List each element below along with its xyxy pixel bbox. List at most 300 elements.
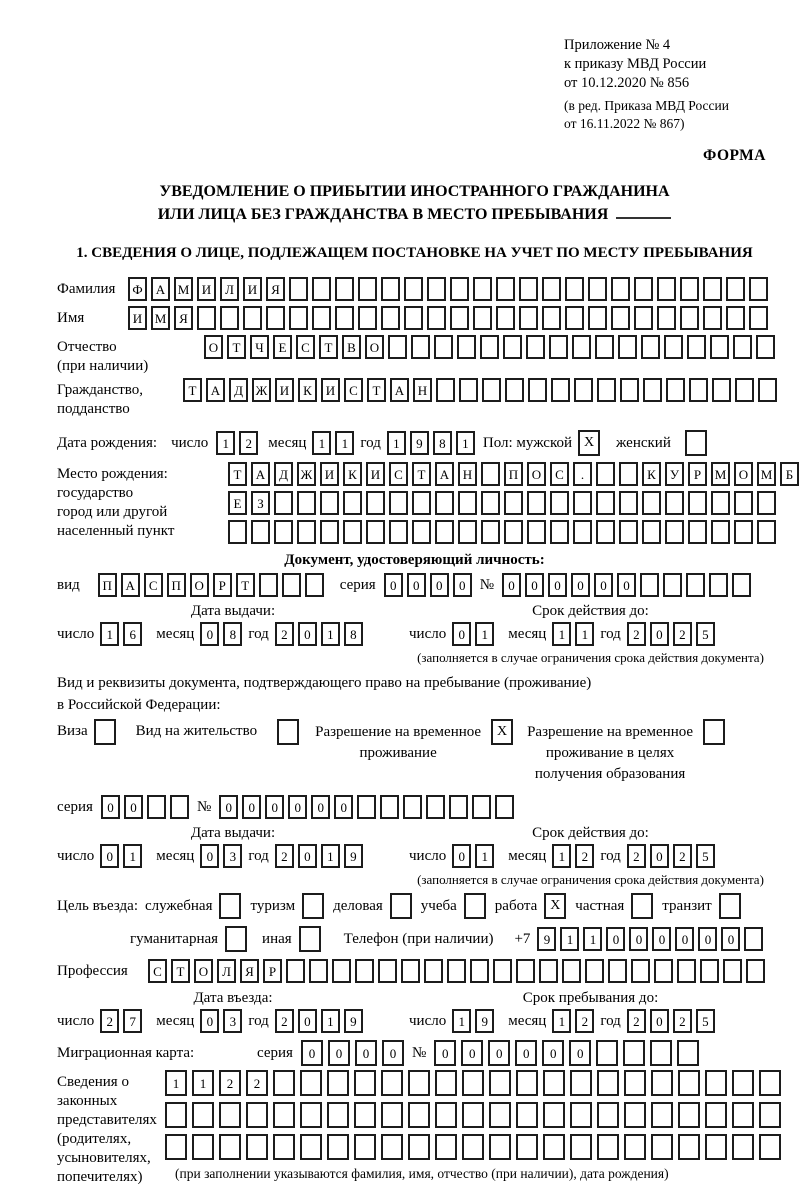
char-cell[interactable] (687, 335, 706, 359)
char-cell[interactable]: И (275, 378, 294, 402)
char-cell[interactable] (565, 306, 584, 330)
char-cell[interactable]: Т (412, 462, 431, 486)
char-cell[interactable] (388, 335, 407, 359)
visa-checkbox[interactable] (94, 719, 116, 745)
char-cell[interactable] (562, 959, 581, 983)
char-cell[interactable]: 0 (652, 927, 671, 951)
char-cell[interactable] (447, 959, 466, 983)
char-cell[interactable] (462, 1070, 484, 1096)
char-cell[interactable] (634, 306, 653, 330)
char-cell[interactable] (493, 959, 512, 983)
char-cell[interactable]: Б (780, 462, 799, 486)
char-cell[interactable]: 1 (583, 927, 602, 951)
char-cell[interactable] (641, 335, 660, 359)
char-cell[interactable]: 0 (617, 573, 636, 597)
char-cell[interactable] (519, 277, 538, 301)
char-cell[interactable] (527, 520, 546, 544)
char-cell[interactable]: 0 (629, 927, 648, 951)
char-cell[interactable] (357, 795, 376, 819)
char-cell[interactable]: 2 (673, 844, 692, 868)
char-cell[interactable] (573, 520, 592, 544)
char-cell[interactable] (332, 959, 351, 983)
char-cell[interactable] (526, 335, 545, 359)
char-cell[interactable] (585, 959, 604, 983)
char-cell[interactable] (611, 306, 630, 330)
char-cell[interactable] (528, 378, 547, 402)
char-cell[interactable] (378, 959, 397, 983)
char-cell[interactable]: 0 (124, 795, 143, 819)
gender-female-checkbox[interactable] (685, 430, 707, 456)
char-cell[interactable]: И (197, 277, 216, 301)
char-cell[interactable] (623, 1040, 645, 1066)
char-cell[interactable] (542, 277, 561, 301)
char-cell[interactable]: 2 (275, 1009, 294, 1033)
char-cell[interactable] (343, 491, 362, 515)
char-cell[interactable]: 0 (382, 1040, 404, 1066)
char-cell[interactable] (686, 573, 705, 597)
char-cell[interactable]: 1 (335, 431, 354, 455)
char-cell[interactable] (505, 378, 524, 402)
char-cell[interactable] (327, 1102, 349, 1128)
char-cell[interactable] (709, 573, 728, 597)
char-cell[interactable]: А (121, 573, 140, 597)
char-cell[interactable]: 1 (475, 844, 494, 868)
char-cell[interactable]: О (190, 573, 209, 597)
char-cell[interactable] (572, 335, 591, 359)
char-cell[interactable]: П (98, 573, 117, 597)
char-cell[interactable] (657, 306, 676, 330)
char-cell[interactable] (678, 1102, 700, 1128)
char-cell[interactable] (640, 573, 659, 597)
char-cell[interactable] (503, 335, 522, 359)
char-cell[interactable] (165, 1134, 187, 1160)
char-cell[interactable] (435, 1134, 457, 1160)
char-cell[interactable] (542, 306, 561, 330)
char-cell[interactable]: 0 (594, 573, 613, 597)
char-cell[interactable] (619, 520, 638, 544)
char-cell[interactable] (458, 520, 477, 544)
char-cell[interactable] (401, 959, 420, 983)
char-cell[interactable] (665, 520, 684, 544)
char-cell[interactable]: 2 (627, 1009, 646, 1033)
char-cell[interactable] (219, 1134, 241, 1160)
char-cell[interactable] (335, 306, 354, 330)
purpose-tourism-checkbox[interactable] (302, 893, 324, 919)
char-cell[interactable] (543, 1134, 565, 1160)
char-cell[interactable] (266, 306, 285, 330)
char-cell[interactable] (650, 1040, 672, 1066)
char-cell[interactable]: Я (174, 306, 193, 330)
char-cell[interactable] (749, 306, 768, 330)
char-cell[interactable] (735, 378, 754, 402)
char-cell[interactable]: 8 (223, 622, 242, 646)
char-cell[interactable] (408, 1102, 430, 1128)
char-cell[interactable] (757, 491, 776, 515)
char-cell[interactable]: П (504, 462, 523, 486)
char-cell[interactable] (427, 306, 446, 330)
char-cell[interactable] (300, 1102, 322, 1128)
char-cell[interactable] (543, 1070, 565, 1096)
char-cell[interactable] (732, 1070, 754, 1096)
char-cell[interactable] (723, 959, 742, 983)
char-cell[interactable] (643, 378, 662, 402)
purpose-official-checkbox[interactable] (219, 893, 241, 919)
char-cell[interactable]: Р (213, 573, 232, 597)
char-cell[interactable] (457, 335, 476, 359)
char-cell[interactable]: 9 (344, 1009, 363, 1033)
char-cell[interactable] (711, 491, 730, 515)
char-cell[interactable] (678, 1134, 700, 1160)
char-cell[interactable]: Т (171, 959, 190, 983)
char-cell[interactable] (597, 1102, 619, 1128)
char-cell[interactable] (251, 520, 270, 544)
char-cell[interactable]: 0 (525, 573, 544, 597)
char-cell[interactable]: 0 (265, 795, 284, 819)
char-cell[interactable]: 0 (298, 1009, 317, 1033)
char-cell[interactable] (642, 491, 661, 515)
char-cell[interactable]: С (296, 335, 315, 359)
char-cell[interactable] (712, 378, 731, 402)
char-cell[interactable] (300, 1134, 322, 1160)
char-cell[interactable] (624, 1070, 646, 1096)
char-cell[interactable] (273, 1134, 295, 1160)
char-cell[interactable] (597, 1070, 619, 1096)
char-cell[interactable]: С (389, 462, 408, 486)
char-cell[interactable]: 2 (275, 844, 294, 868)
char-cell[interactable]: Т (319, 335, 338, 359)
char-cell[interactable]: С (550, 462, 569, 486)
char-cell[interactable]: 0 (328, 1040, 350, 1066)
char-cell[interactable]: И (320, 462, 339, 486)
char-cell[interactable] (355, 959, 374, 983)
char-cell[interactable]: 0 (461, 1040, 483, 1066)
char-cell[interactable] (634, 277, 653, 301)
char-cell[interactable] (519, 306, 538, 330)
char-cell[interactable]: 1 (321, 1009, 340, 1033)
char-cell[interactable]: 1 (192, 1070, 214, 1096)
char-cell[interactable] (273, 1102, 295, 1128)
char-cell[interactable] (744, 927, 763, 951)
char-cell[interactable] (680, 306, 699, 330)
char-cell[interactable] (734, 491, 753, 515)
char-cell[interactable] (680, 277, 699, 301)
char-cell[interactable]: Ф (128, 277, 147, 301)
char-cell[interactable] (619, 491, 638, 515)
char-cell[interactable]: 0 (407, 573, 426, 597)
char-cell[interactable] (312, 277, 331, 301)
char-cell[interactable] (450, 306, 469, 330)
char-cell[interactable] (381, 1134, 403, 1160)
char-cell[interactable]: И (243, 277, 262, 301)
char-cell[interactable] (259, 573, 278, 597)
char-cell[interactable] (450, 277, 469, 301)
char-cell[interactable] (596, 520, 615, 544)
char-cell[interactable]: 3 (223, 844, 242, 868)
char-cell[interactable] (651, 1134, 673, 1160)
char-cell[interactable] (642, 520, 661, 544)
char-cell[interactable] (305, 573, 324, 597)
char-cell[interactable]: 0 (242, 795, 261, 819)
char-cell[interactable] (651, 1102, 673, 1128)
char-cell[interactable] (427, 277, 446, 301)
char-cell[interactable] (481, 462, 500, 486)
char-cell[interactable]: 0 (650, 1009, 669, 1033)
char-cell[interactable] (665, 491, 684, 515)
char-cell[interactable] (411, 335, 430, 359)
char-cell[interactable]: 0 (384, 573, 403, 597)
purpose-study-checkbox[interactable] (464, 893, 486, 919)
char-cell[interactable] (297, 520, 316, 544)
char-cell[interactable] (654, 959, 673, 983)
char-cell[interactable]: 5 (696, 844, 715, 868)
char-cell[interactable] (219, 1102, 241, 1128)
char-cell[interactable]: 1 (552, 844, 571, 868)
char-cell[interactable] (689, 378, 708, 402)
char-cell[interactable] (424, 959, 443, 983)
char-cell[interactable]: 3 (223, 1009, 242, 1033)
char-cell[interactable] (335, 277, 354, 301)
char-cell[interactable] (320, 520, 339, 544)
char-cell[interactable] (705, 1102, 727, 1128)
char-cell[interactable]: 2 (627, 622, 646, 646)
char-cell[interactable] (596, 1040, 618, 1066)
char-cell[interactable]: 0 (298, 844, 317, 868)
char-cell[interactable] (608, 959, 627, 983)
char-cell[interactable] (624, 1134, 646, 1160)
char-cell[interactable]: 2 (575, 1009, 594, 1033)
char-cell[interactable]: 1 (456, 431, 475, 455)
char-cell[interactable]: З (251, 491, 270, 515)
char-cell[interactable]: С (144, 573, 163, 597)
char-cell[interactable] (726, 306, 745, 330)
char-cell[interactable] (354, 1102, 376, 1128)
char-cell[interactable] (381, 1102, 403, 1128)
purpose-work-checkbox[interactable]: X (544, 893, 566, 919)
char-cell[interactable] (404, 306, 423, 330)
char-cell[interactable]: 9 (475, 1009, 494, 1033)
char-cell[interactable]: 0 (453, 573, 472, 597)
char-cell[interactable]: 5 (696, 622, 715, 646)
char-cell[interactable]: Е (228, 491, 247, 515)
char-cell[interactable] (703, 306, 722, 330)
char-cell[interactable] (496, 306, 515, 330)
char-cell[interactable] (573, 491, 592, 515)
char-cell[interactable] (246, 1102, 268, 1128)
char-cell[interactable]: О (204, 335, 223, 359)
char-cell[interactable]: 8 (433, 431, 452, 455)
char-cell[interactable] (504, 520, 523, 544)
char-cell[interactable]: Р (688, 462, 707, 486)
purpose-transit-checkbox[interactable] (719, 893, 741, 919)
char-cell[interactable] (282, 573, 301, 597)
char-cell[interactable] (703, 277, 722, 301)
char-cell[interactable] (758, 378, 777, 402)
char-cell[interactable]: В (342, 335, 361, 359)
char-cell[interactable] (274, 520, 293, 544)
char-cell[interactable] (435, 520, 454, 544)
char-cell[interactable] (677, 959, 696, 983)
char-cell[interactable] (228, 520, 247, 544)
char-cell[interactable] (426, 795, 445, 819)
char-cell[interactable] (273, 1070, 295, 1096)
char-cell[interactable] (366, 520, 385, 544)
char-cell[interactable]: 2 (275, 622, 294, 646)
char-cell[interactable]: 0 (301, 1040, 323, 1066)
char-cell[interactable] (462, 1134, 484, 1160)
char-cell[interactable]: Л (217, 959, 236, 983)
char-cell[interactable] (759, 1134, 781, 1160)
char-cell[interactable]: М (711, 462, 730, 486)
char-cell[interactable] (481, 491, 500, 515)
char-cell[interactable] (705, 1134, 727, 1160)
char-cell[interactable]: 0 (571, 573, 590, 597)
char-cell[interactable]: Т (227, 335, 246, 359)
char-cell[interactable] (733, 335, 752, 359)
char-cell[interactable] (480, 335, 499, 359)
char-cell[interactable] (597, 378, 616, 402)
char-cell[interactable]: И (366, 462, 385, 486)
char-cell[interactable] (570, 1102, 592, 1128)
char-cell[interactable] (472, 795, 491, 819)
char-cell[interactable] (220, 306, 239, 330)
char-cell[interactable] (759, 1070, 781, 1096)
char-cell[interactable]: Т (236, 573, 255, 597)
char-cell[interactable] (435, 1070, 457, 1096)
char-cell[interactable]: 0 (311, 795, 330, 819)
char-cell[interactable]: 1 (552, 622, 571, 646)
char-cell[interactable] (389, 491, 408, 515)
char-cell[interactable] (354, 1070, 376, 1096)
char-cell[interactable]: 0 (548, 573, 567, 597)
char-cell[interactable] (459, 378, 478, 402)
char-cell[interactable] (343, 520, 362, 544)
char-cell[interactable]: А (206, 378, 225, 402)
char-cell[interactable] (289, 306, 308, 330)
char-cell[interactable] (435, 1102, 457, 1128)
char-cell[interactable] (389, 520, 408, 544)
char-cell[interactable] (631, 959, 650, 983)
char-cell[interactable]: Я (266, 277, 285, 301)
char-cell[interactable] (408, 1070, 430, 1096)
char-cell[interactable]: 0 (298, 622, 317, 646)
char-cell[interactable] (550, 520, 569, 544)
char-cell[interactable]: 0 (101, 795, 120, 819)
char-cell[interactable]: 0 (698, 927, 717, 951)
char-cell[interactable] (408, 1134, 430, 1160)
char-cell[interactable]: Р (263, 959, 282, 983)
char-cell[interactable]: 0 (288, 795, 307, 819)
char-cell[interactable]: П (167, 573, 186, 597)
char-cell[interactable]: К (642, 462, 661, 486)
char-cell[interactable]: Ч (250, 335, 269, 359)
char-cell[interactable] (297, 491, 316, 515)
char-cell[interactable] (756, 335, 775, 359)
char-cell[interactable]: . (573, 462, 592, 486)
char-cell[interactable] (300, 1070, 322, 1096)
char-cell[interactable]: 0 (355, 1040, 377, 1066)
char-cell[interactable]: 1 (165, 1070, 187, 1096)
char-cell[interactable]: 2 (100, 1009, 119, 1033)
char-cell[interactable]: 9 (410, 431, 429, 455)
temp-residence-education-checkbox[interactable] (703, 719, 725, 745)
char-cell[interactable]: 0 (430, 573, 449, 597)
char-cell[interactable] (246, 1134, 268, 1160)
purpose-business-checkbox[interactable] (390, 893, 412, 919)
char-cell[interactable] (462, 1102, 484, 1128)
char-cell[interactable] (657, 277, 676, 301)
char-cell[interactable] (192, 1102, 214, 1128)
char-cell[interactable]: Д (229, 378, 248, 402)
char-cell[interactable]: А (390, 378, 409, 402)
char-cell[interactable]: 0 (452, 844, 471, 868)
char-cell[interactable] (412, 491, 431, 515)
char-cell[interactable]: 9 (344, 844, 363, 868)
char-cell[interactable]: М (151, 306, 170, 330)
char-cell[interactable] (312, 306, 331, 330)
char-cell[interactable]: М (757, 462, 776, 486)
char-cell[interactable] (666, 378, 685, 402)
char-cell[interactable] (570, 1070, 592, 1096)
char-cell[interactable] (473, 277, 492, 301)
char-cell[interactable] (618, 335, 637, 359)
char-cell[interactable]: 1 (100, 622, 119, 646)
char-cell[interactable]: 1 (321, 844, 340, 868)
char-cell[interactable]: Н (413, 378, 432, 402)
char-cell[interactable]: У (665, 462, 684, 486)
char-cell[interactable] (489, 1102, 511, 1128)
char-cell[interactable] (274, 491, 293, 515)
char-cell[interactable] (688, 491, 707, 515)
char-cell[interactable] (147, 795, 166, 819)
char-cell[interactable]: 0 (200, 1009, 219, 1033)
char-cell[interactable]: Т (367, 378, 386, 402)
char-cell[interactable]: 1 (552, 1009, 571, 1033)
char-cell[interactable]: 2 (673, 622, 692, 646)
char-cell[interactable]: О (734, 462, 753, 486)
char-cell[interactable]: 1 (475, 622, 494, 646)
char-cell[interactable] (570, 1134, 592, 1160)
char-cell[interactable]: 1 (452, 1009, 471, 1033)
char-cell[interactable]: Л (220, 277, 239, 301)
char-cell[interactable]: 2 (575, 844, 594, 868)
char-cell[interactable] (759, 1102, 781, 1128)
char-cell[interactable]: 8 (344, 622, 363, 646)
char-cell[interactable] (380, 795, 399, 819)
char-cell[interactable] (705, 1070, 727, 1096)
char-cell[interactable] (289, 277, 308, 301)
char-cell[interactable]: 2 (627, 844, 646, 868)
char-cell[interactable]: 0 (200, 622, 219, 646)
char-cell[interactable] (327, 1070, 349, 1096)
char-cell[interactable]: 9 (537, 927, 556, 951)
char-cell[interactable] (470, 959, 489, 983)
char-cell[interactable] (412, 520, 431, 544)
purpose-other-checkbox[interactable] (299, 926, 321, 952)
char-cell[interactable]: 0 (502, 573, 521, 597)
char-cell[interactable] (710, 335, 729, 359)
char-cell[interactable] (243, 306, 262, 330)
char-cell[interactable] (165, 1102, 187, 1128)
char-cell[interactable] (504, 491, 523, 515)
purpose-private-checkbox[interactable] (631, 893, 653, 919)
char-cell[interactable] (354, 1134, 376, 1160)
char-cell[interactable] (611, 277, 630, 301)
char-cell[interactable]: Д (274, 462, 293, 486)
char-cell[interactable]: 0 (721, 927, 740, 951)
char-cell[interactable] (688, 520, 707, 544)
char-cell[interactable] (620, 378, 639, 402)
char-cell[interactable] (596, 491, 615, 515)
